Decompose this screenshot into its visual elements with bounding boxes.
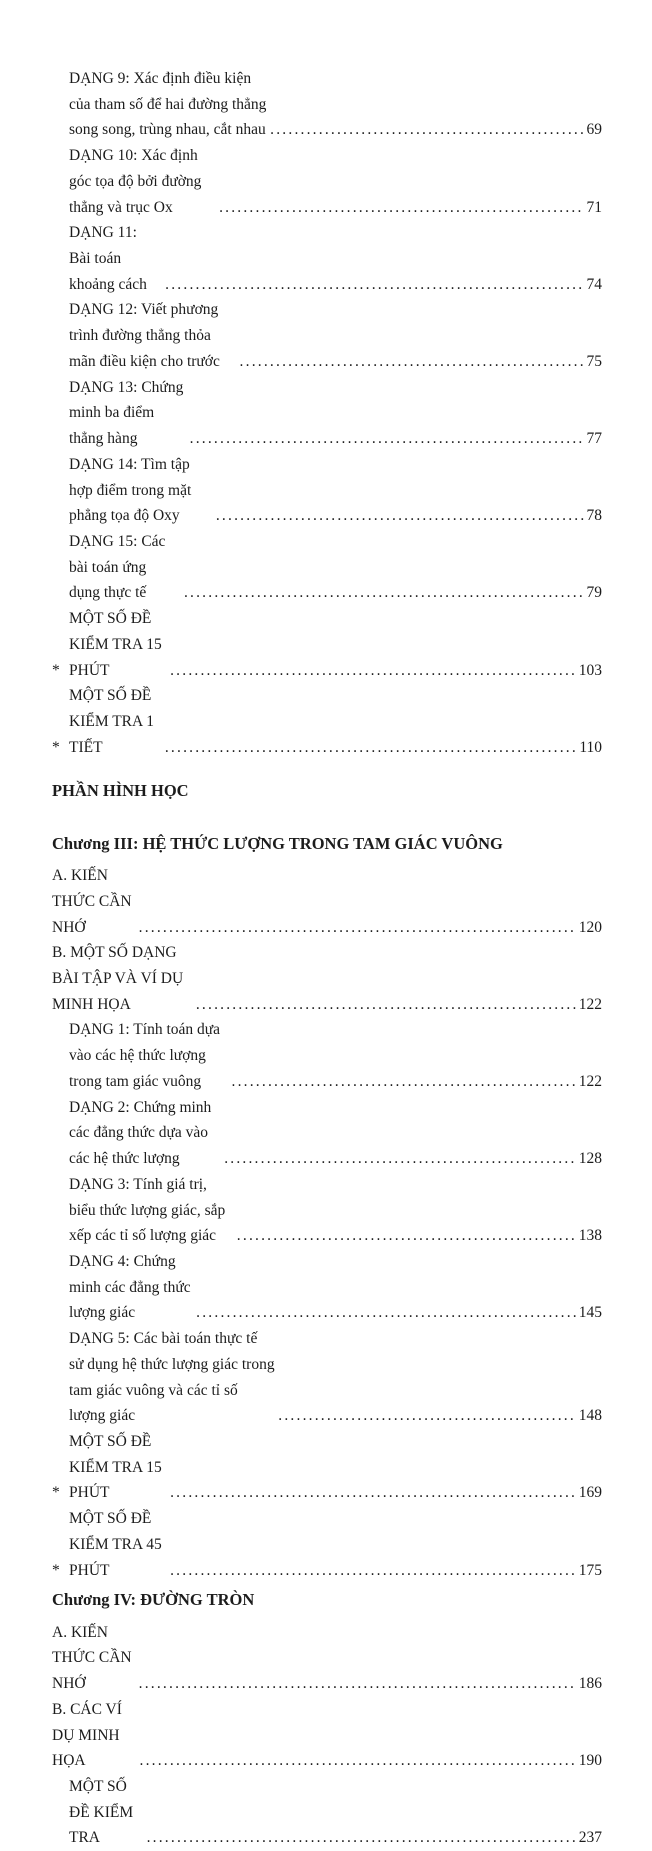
dot-leader bbox=[140, 1748, 576, 1774]
toc-entry bbox=[52, 1429, 602, 1506]
entry-title: MỘT SỐ ĐỀ KIỂM TRA 1 TIẾT bbox=[69, 687, 154, 756]
dot-leader bbox=[170, 1480, 576, 1506]
asterisk-marker: * bbox=[52, 1561, 60, 1579]
toc-heading bbox=[52, 1586, 602, 1613]
asterisk-marker: * bbox=[52, 1484, 60, 1502]
page-number: 122 bbox=[578, 1072, 602, 1090]
toc-entry bbox=[52, 683, 602, 760]
page-number: 78 bbox=[586, 507, 602, 525]
page-number: 237 bbox=[578, 1829, 602, 1847]
toc-entry bbox=[52, 1172, 602, 1249]
dot-leader bbox=[170, 1558, 576, 1584]
toc-entry bbox=[52, 1620, 602, 1697]
entry-title: DẠNG 12: Viết phương trình đường thẳng thỏa mãn điều kiện cho trước bbox=[69, 301, 220, 370]
toc-entry bbox=[52, 940, 602, 1017]
toc-entry bbox=[52, 1017, 602, 1094]
dot-leader bbox=[196, 992, 576, 1018]
toc-entry bbox=[52, 1774, 602, 1851]
page-number: 69 bbox=[586, 121, 602, 139]
page-number: 79 bbox=[586, 584, 602, 602]
entry-title: DẠNG 9: Xác định điều kiện của tham số để hai đường thẳng song song, trùng nhau, cắt nhau bbox=[69, 70, 267, 139]
entry-title: MỘT SỐ ĐỀ KIỂM TRA bbox=[69, 1777, 134, 1847]
toc-entry bbox=[52, 66, 602, 143]
dot-leader bbox=[165, 735, 576, 761]
entry-title: A. KIẾN THỨC CẦN NHỚ bbox=[52, 1623, 132, 1693]
page-number: 75 bbox=[586, 352, 602, 370]
heading-title: Chương III: HỆ THỨC LƯỢNG TRONG TAM GIÁC VUÔNG bbox=[52, 833, 503, 853]
page-number: 103 bbox=[578, 661, 602, 679]
entry-title: DẠNG 3: Tính giá trị, biểu thức lượng giác, sắp xếp các tỉ số lượng giác bbox=[69, 1175, 226, 1245]
dot-leader bbox=[170, 658, 576, 684]
entry-title: DẠNG 11: Bài toán khoảng cách bbox=[69, 224, 147, 293]
page-number: 145 bbox=[578, 1304, 602, 1322]
toc-entry bbox=[52, 1326, 602, 1429]
dot-leader bbox=[270, 117, 583, 143]
page-number: 110 bbox=[579, 738, 602, 756]
dot-leader bbox=[237, 1223, 576, 1249]
page-number: 148 bbox=[578, 1407, 602, 1425]
dot-leader bbox=[224, 1146, 576, 1172]
toc-entry bbox=[52, 375, 602, 452]
toc-heading bbox=[52, 777, 602, 804]
asterisk-marker: * bbox=[52, 738, 60, 756]
dot-leader bbox=[196, 1300, 576, 1326]
entry-title: DẠNG 2: Chứng minh các đẳng thức dựa vào các hệ thức lượng bbox=[69, 1098, 212, 1168]
heading-title: Chương IV: ĐƯỜNG TRÒN bbox=[52, 1590, 255, 1610]
entry-title: DẠNG 4: Chứng minh các đẳng thức lượng giác bbox=[69, 1252, 191, 1322]
entry-title: DẠNG 13: Chứng minh ba điểm thẳng hàng bbox=[69, 378, 184, 448]
toc-entry bbox=[52, 297, 602, 374]
page-number: 169 bbox=[578, 1484, 602, 1502]
dot-leader bbox=[219, 195, 583, 221]
dot-leader bbox=[216, 503, 584, 529]
toc-entry bbox=[52, 220, 602, 297]
entry-title: B. CÁC VÍ DỤ MINH HỌA bbox=[52, 1700, 122, 1770]
page-number: 175 bbox=[578, 1561, 602, 1579]
entry-title: MỘT SỐ ĐỀ KIỂM TRA 15 PHÚT bbox=[69, 610, 162, 679]
entry-title: DẠNG 15: Các bài toán ứng dụng thực tế bbox=[69, 532, 166, 602]
dot-leader bbox=[190, 426, 584, 452]
dot-leader bbox=[184, 580, 584, 606]
heading-title: PHẦN HÌNH HỌC bbox=[52, 781, 189, 801]
toc-entry bbox=[52, 863, 602, 940]
dot-leader bbox=[139, 915, 576, 941]
toc-entry bbox=[52, 1697, 602, 1774]
page-number: 74 bbox=[586, 275, 602, 293]
toc-list bbox=[52, 66, 602, 1851]
toc-entry bbox=[52, 606, 602, 683]
dot-leader bbox=[232, 1069, 576, 1095]
entry-title: MỘT SỐ ĐỀ KIỂM TRA 45 PHÚT bbox=[69, 1510, 162, 1579]
entry-title: DẠNG 5: Các bài toán thực tế sử dụng hệ thức lượng giác trong tam giác vuông và các tỉ số lượng giác bbox=[69, 1330, 275, 1425]
page-number: 190 bbox=[578, 1752, 602, 1770]
toc-entry bbox=[52, 1506, 602, 1583]
toc-entry bbox=[52, 1095, 602, 1172]
page-number: 120 bbox=[578, 918, 602, 936]
entry-title: B. MỘT SỐ DẠNG BÀI TẬP VÀ VÍ DỤ MINH HỌA bbox=[52, 944, 184, 1013]
entry-title: DẠNG 14: Tìm tập hợp điểm trong mặt phẳng tọa độ Oxy bbox=[69, 455, 192, 525]
toc-entry bbox=[52, 529, 602, 606]
page-number: 138 bbox=[578, 1227, 602, 1245]
entry-title: A. KIẾN THỨC CẦN NHỚ bbox=[52, 867, 132, 936]
toc-heading bbox=[52, 830, 602, 857]
asterisk-marker: * bbox=[52, 661, 60, 679]
page-number: 77 bbox=[586, 430, 602, 448]
page-number: 122 bbox=[578, 995, 602, 1013]
dot-leader bbox=[165, 272, 583, 298]
dot-leader bbox=[147, 1825, 576, 1851]
entry-title: DẠNG 10: Xác định góc tọa độ bởi đường thẳng và trục Ox bbox=[69, 147, 202, 216]
page-number: 71 bbox=[586, 198, 602, 216]
toc-entry bbox=[52, 452, 602, 529]
entry-title: DẠNG 1: Tính toán dựa vào các hệ thức lượng trong tam giác vuông bbox=[69, 1021, 221, 1090]
dot-leader bbox=[278, 1403, 575, 1429]
page-number: 128 bbox=[578, 1150, 602, 1168]
entry-title: MỘT SỐ ĐỀ KIỂM TRA 15 PHÚT bbox=[69, 1432, 162, 1502]
dot-leader bbox=[139, 1671, 576, 1697]
page-number: 186 bbox=[578, 1675, 602, 1693]
toc-entry bbox=[52, 1249, 602, 1326]
dot-leader bbox=[240, 349, 584, 375]
toc-entry bbox=[52, 143, 602, 220]
